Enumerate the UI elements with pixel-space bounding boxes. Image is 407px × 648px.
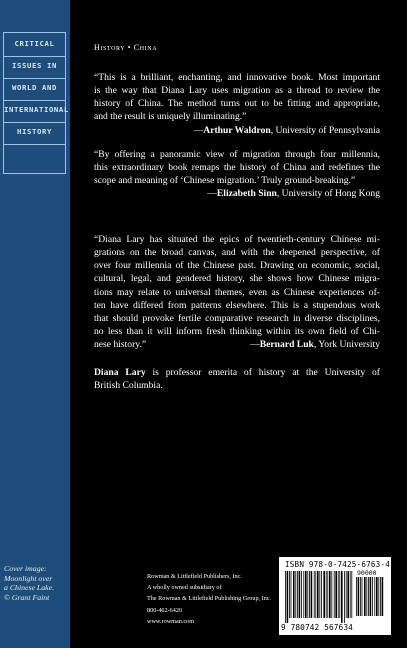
blurb-quote-waldron	[94, 71, 380, 137]
series-rule	[4, 78, 65, 79]
barcode-bar	[331, 571, 332, 618]
bio-text: is professor emerita of history at the University of	[145, 367, 380, 378]
quote-line: nese history.”	[94, 339, 147, 351]
barcode-bar	[317, 571, 319, 618]
blurb-quote-luk	[94, 233, 380, 351]
barcode-bar	[347, 571, 349, 618]
barcode-bar	[364, 577, 366, 616]
barcode-bar	[334, 571, 335, 618]
quote-line: “By offering a panoramic view of migration through four millennia,	[94, 149, 380, 160]
barcode-bar	[335, 571, 337, 618]
barcode-bar	[321, 571, 322, 618]
quote-line: grations on the broad canvas, and with the deepened perspective, of	[94, 247, 380, 259]
quote-author: Elizabeth Sinn	[216, 188, 277, 200]
series-rule	[4, 100, 65, 101]
quote-line: over four millennia of the Chinese past. Drawing on economic, social,	[94, 260, 380, 272]
quote-author: Arthur Waldron	[203, 124, 271, 136]
cover-credit-line: © Grant Faint	[4, 592, 50, 602]
barcode-bar	[295, 571, 296, 618]
barcode-bar	[358, 577, 360, 616]
barcode-bar	[309, 571, 310, 618]
quote-line: “Diana Lary has situated the epics of twentieth-century Chinese mi-	[94, 234, 380, 245]
ean-barcode-bars	[285, 571, 353, 623]
barcode-bar	[376, 577, 378, 616]
cover-credit-line: Moonlight over	[4, 573, 53, 583]
ean-digits: 9 780742 567634	[281, 623, 353, 632]
blurb-quote-sinn	[94, 148, 380, 201]
barcode-bar	[356, 577, 357, 616]
author-name: Diana Lary	[94, 367, 146, 378]
quote-author: Bernard Luk	[259, 339, 314, 351]
quote-line: and the result is uniquely illuminating.”	[94, 111, 247, 123]
series-line: ISSUES IN	[12, 61, 57, 70]
quote-line: “This is a brilliant, enchanting, and innovative book. Most important	[94, 72, 380, 83]
barcode-bar	[339, 571, 340, 618]
cover-image-credit	[4, 564, 66, 602]
quote-line: history of China. The method turns out to be fitting and appropriate,	[94, 98, 380, 110]
quote-affiliation: , University of Hong Kong	[276, 188, 380, 200]
barcode-bar	[315, 571, 316, 618]
barcode-bar	[380, 577, 381, 616]
series-line: CRITICAL	[14, 39, 55, 48]
barcode-bar	[341, 571, 343, 623]
quote-line: that should provoke fertile comparative research in diverse disciplines,	[94, 312, 380, 324]
bio-line	[94, 366, 380, 379]
series-line: HISTORY	[17, 127, 52, 136]
barcode-bar	[368, 577, 369, 616]
quote-line: scope and meaning of ‘Chinese migration.’ Truly ground-breaking.”	[94, 175, 356, 187]
barcode-bar	[370, 577, 372, 616]
barcode-bar	[372, 577, 373, 616]
quote-final-line	[94, 338, 380, 351]
barcode-bar	[299, 571, 301, 618]
barcode-bar	[326, 571, 327, 618]
author-bio	[94, 366, 380, 392]
barcode-bar	[291, 571, 292, 618]
barcode-bar	[346, 571, 347, 618]
series-rule	[4, 144, 65, 145]
barcode-bar	[382, 577, 384, 616]
barcode-bar	[319, 571, 320, 618]
barcode-bar	[293, 571, 295, 618]
quote-attribution: —Bernard Luk, York University	[250, 339, 380, 351]
quote-affiliation: , University of Pennsylvania	[270, 124, 380, 136]
publisher-line: The Rowman & Littlefield Publishing Group, Inc.	[147, 595, 272, 603]
series-label-box	[3, 32, 69, 174]
cover-credit-line: a Chinese Lake.	[4, 583, 55, 593]
barcode-bar	[366, 577, 367, 616]
cover-credit-line: Cover image:	[4, 564, 47, 573]
barcode-bar	[285, 571, 286, 623]
barcode-bar	[378, 577, 379, 616]
quote-line: ten have differed from patterns elsewhere. This is a stupendous work	[94, 299, 380, 311]
series-line: WORLD AND	[12, 83, 57, 92]
publisher-info	[147, 571, 277, 627]
barcode-bar	[338, 571, 339, 618]
barcode-bar	[307, 571, 308, 618]
series-line: INTERNATIONAL	[4, 105, 69, 114]
isbn-barcode	[279, 557, 391, 635]
barcode-bar	[344, 571, 345, 623]
barcode-bar	[323, 571, 325, 618]
addon-barcode-bars	[356, 577, 384, 621]
quote-line: tions may relate to universal themes, even as Chinese experiences of-	[94, 286, 380, 298]
barcode-bar	[289, 571, 290, 618]
publisher-line: A wholly owned subsidiary of	[147, 584, 222, 592]
barcode-bar	[374, 577, 375, 616]
barcode-bar	[350, 571, 351, 618]
barcode-bar	[311, 571, 313, 618]
barcode-bar	[301, 571, 302, 618]
series-sidebar	[0, 0, 70, 648]
quote-line: cultural, legal, and gendered history, she shows how Chinese migra-	[94, 273, 380, 285]
quote-line: this extraordinary book remaps the history of China and redefines the	[94, 162, 380, 174]
barcode-bar	[329, 571, 331, 618]
price-code: 90000	[357, 569, 377, 577]
publisher-line: 800-462-6420	[147, 606, 183, 614]
barcode-bar	[327, 571, 328, 618]
quote-attribution: —Elizabeth Sinn, University of Hong Kong	[207, 188, 380, 200]
quote-line: no less than it will inform fresh thinking within its own field of Chi-	[94, 325, 380, 337]
barcode-bar	[297, 571, 298, 618]
quote-line: is the way that Diana Lary uses migration as a thread to review the	[94, 85, 380, 97]
series-rule	[4, 122, 65, 123]
subject-category: History • China	[94, 43, 158, 52]
barcode-bar	[314, 571, 315, 618]
quote-attribution: —Arthur Waldron, University of Pennsylvania	[193, 124, 380, 136]
series-rule	[4, 56, 65, 57]
barcode-bar	[287, 571, 289, 623]
barcode-bar	[360, 577, 361, 616]
barcode-bar	[351, 571, 352, 618]
barcode-bar	[362, 577, 363, 616]
isbn-number: ISBN 978-0-7425-6763-4	[285, 560, 390, 569]
barcode-bar	[303, 571, 304, 618]
barcode-bar	[305, 571, 307, 618]
quote-affiliation: , York University	[313, 339, 380, 351]
publisher-line: www.rowman.com	[147, 617, 195, 625]
publisher-line: Rowman & Littlefield Publishers, Inc.	[147, 573, 242, 580]
bio-line: British Columbia.	[94, 380, 163, 392]
